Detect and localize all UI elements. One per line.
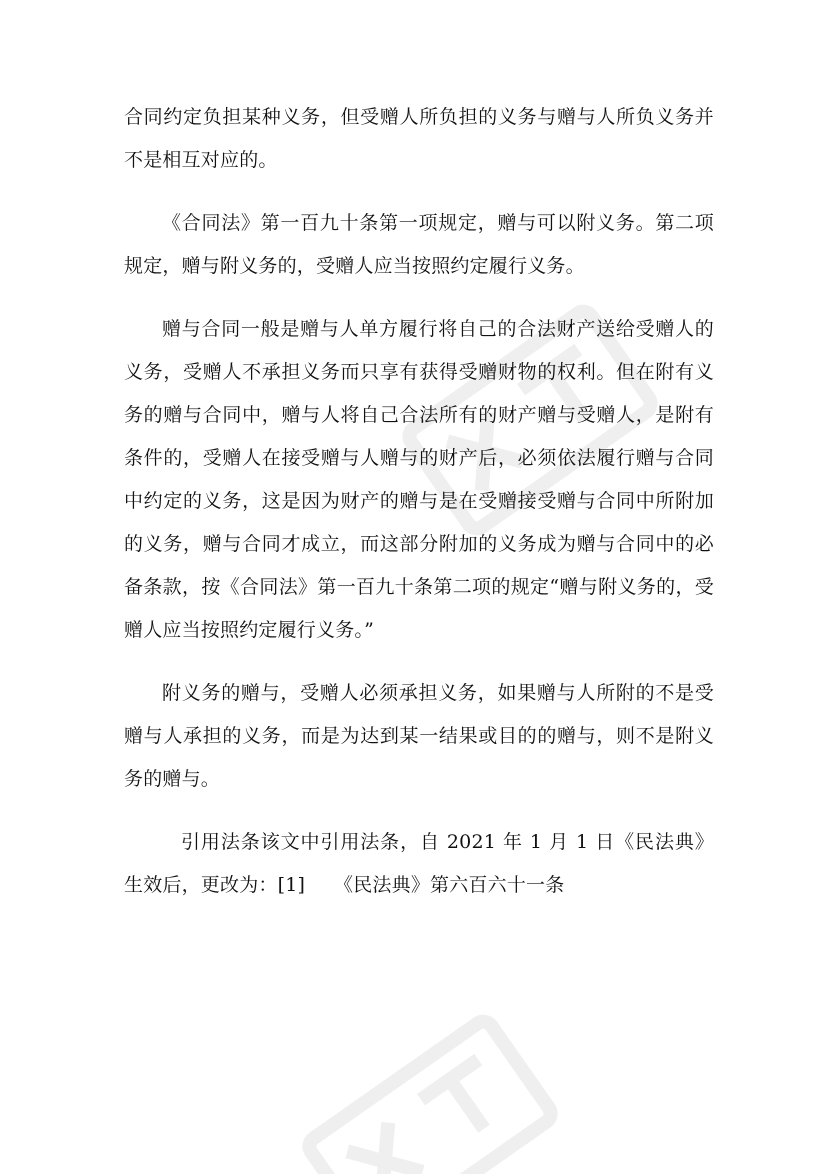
paragraph-2: 《合同法》第一百九十条第一项规定，赠与可以附义务。第二项规定，赠与附义务的，受赠人应当按照约定履行义务。 xyxy=(124,212,714,277)
paragraph-4: 附义务的赠与，受赠人必须承担义务，如果赠与人所附的不是受赠与人承担的义务，而是为达到某一结果或目的的赠与，则不是附义务的赠与。 xyxy=(124,682,714,790)
citation-paragraph: 引用法条该文中引用法条，自 2021 年 1 月 1 日《民法典》生效后，更改为：[1] 《民法典》第六百六十一条 xyxy=(124,831,714,896)
watermark-logo-bottom xyxy=(260,960,600,1174)
paragraph-3: 赠与合同一般是赠与人单方履行将自己的合法财产送给受赠人的义务，受赠人不承担义务而只享有获得受赠财物的权利。但在附有义务的赠与合同中，赠与人将自己合法所有的财产赠与受赠人，是附有条件的，受赠人在接受赠与人赠与的财产后，必须依法履行赠与合同中约定的义务，这是因为财产的赠与是在受赠接受赠与合同中所附加的义务，赠与合同才成立，而这部分附加的义务成为赠与合同中的必备条款，按《合同法》第一百九十条第二项的规定“赠与附义务的，受赠人应当按照约定履行义务。” xyxy=(124,318,714,641)
document-body xyxy=(124,96,714,927)
paragraph-1: 合同约定负担某种义务，但受赠人所负担的义务与赠与人所负义务并不是相互对应的。 xyxy=(124,106,714,171)
